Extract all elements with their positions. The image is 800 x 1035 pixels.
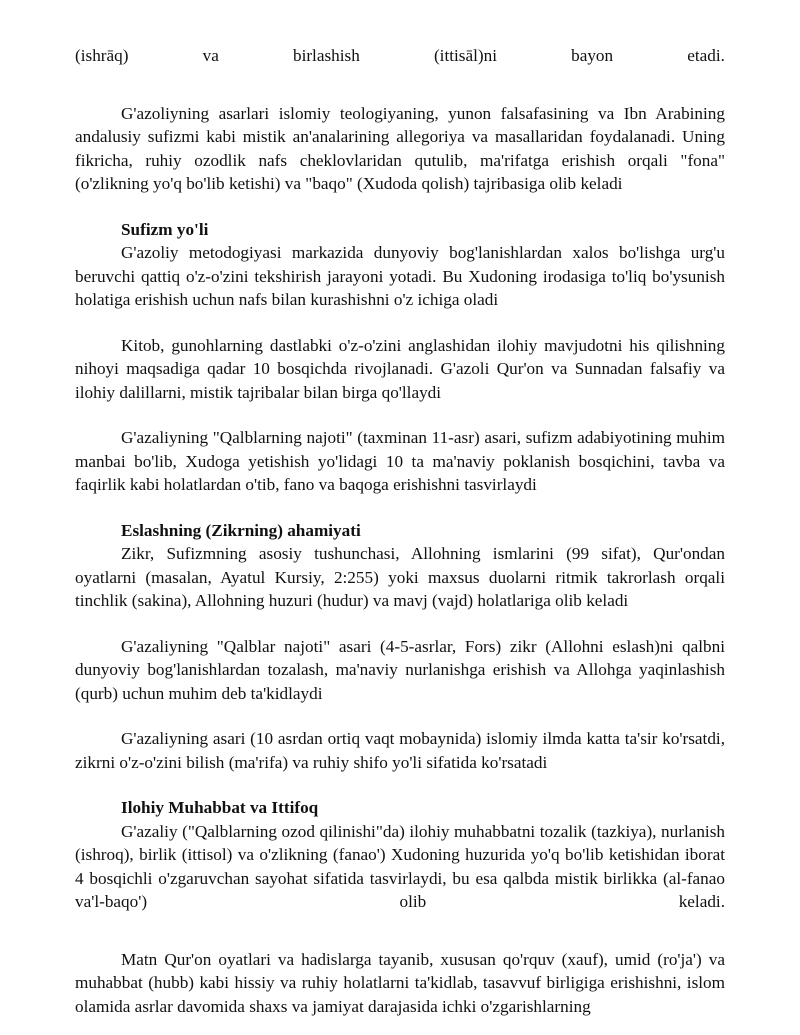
section-heading: Eslashning (Zikrning) ahamiyati <box>121 520 361 540</box>
paragraph: Kitob, gunohlarning dastlabki o'z-o'zini anglashidan ilohiy mavjudotni his qilishning nihoyi maqsadiga qadar 10 bosqichda rivojlanadi. G'azoli Qur'on va Sunnadan falsafiy va ilohiy dalillarni, mistik tajribalar bilan birga qo'llaydi <box>75 335 725 402</box>
paragraph: G'azoliy metodogiyasi markazida dunyoviy bog'lanishlardan xalos bo'lishga urg'u beruvchi qattiq o'z-o'zini tekshirish jarayoni yotadi. Bu Xudoning irodasiga to'liq bo'ysunish holatiga erishish uchun nafs bilan kurashishni o'z ichiga oladi <box>75 243 725 309</box>
section-heading: Sufizm yo'li <box>121 219 209 239</box>
word: va <box>202 46 219 65</box>
continued-line <box>75 44 725 68</box>
document-page <box>75 44 725 1018</box>
word: (ittisāl)ni <box>433 46 497 65</box>
word: birlashish <box>292 46 360 65</box>
section-heading: Ilohiy Muhabbat va Ittifoq <box>121 798 319 817</box>
paragraph: Matn Qur'on oyatlari va hadislarga tayanib, xususan qo'rquv (xauf), umid (ro'ja') va muhabbat (hubb) kabi hissiy va ruhiy holatlarni ta'kidlab, tasavvuf birligiga erishishni, islom olamida asrlar davomida shaxs va jamiyat darajasida ichki o'zgarishlarning <box>75 949 725 1016</box>
paragraph: G'azaliy ("Qalblarning ozod qilinishi"da) ilohiy muhabbatni tozalik (tazkiya), nurlanish (ishroq), birlik (ittisol) va o'zlikning (fanao') Xudoning huzurida yo'q bo'lib ketishidan iborat 4 bosqichli o'zgaruvchan sayohat sifatida tasvirlaydi, bu esa qalbda mistik birlikka (al-fanao va'l-baqo') olib keladi. <box>75 821 725 911</box>
paragraph: G'azaliyning "Qalblarning najoti" (taxminan 11-asr) asari, sufizm adabiyotining muhim manbai bo'lib, Xudoga yetishish yo'lidagi 10 ta ma'naviy poklanish bosqichini, tavba va faqirlik kabi holatlardan o'tib, fano va baqoga erishishni tasvirlaydi <box>75 428 725 494</box>
paragraph: G'azoliyning asarlari islomiy teologiyaning, yunon falsafasining va Ibn Arabining andalusiy sufizmi kabi mistik an'analarining allegoriya va masallaridan foydalanadi. Uning fikricha, ruhiy ozodlik nafs cheklovlaridan qutulib, ma'rifatga erishish orqali "fona" (o'zlikning yo'q bo'lib ketishi) va "baqo" (Xudoda qolish) tajribasiga olib keladi <box>75 103 725 193</box>
word: etadi. <box>687 46 725 65</box>
paragraph: Zikr, Sufizmning asosiy tushunchasi, Allohning ismlarini (99 sifat), Qur'ondan oyatlarni (masalan, Ayatul Kursiy, 2:255) yoki maxsus duolarni ritmik takrorlash orqali tinchlik (sakina), Allohning huzuri (hudur) va mavj (vajd) holatlariga olib keladi <box>75 544 725 610</box>
word: bayon <box>571 46 614 65</box>
paragraph: G'azaliyning "Qalblar najoti" asari (4-5-asrlar, Fors) zikr (Allohni eslash)ni qalbni dunyoviy bog'lanishlardan tozalash, ma'naviy nurlanishga erishish va Allohga yaqinlashish (qurb) uchun muhim deb ta'kidlaydi <box>75 636 725 703</box>
word: (ishrāq) <box>75 46 129 65</box>
paragraph: G'azaliyning asari (10 asrdan ortiq vaqt mobaynida) islomiy ilmda katta ta'sir ko'rsatdi, zikrni o'z-o'zini bilish (ma'rifa) va ruhiy shifo yo'li sifatida ko'rsatadi <box>75 729 725 772</box>
